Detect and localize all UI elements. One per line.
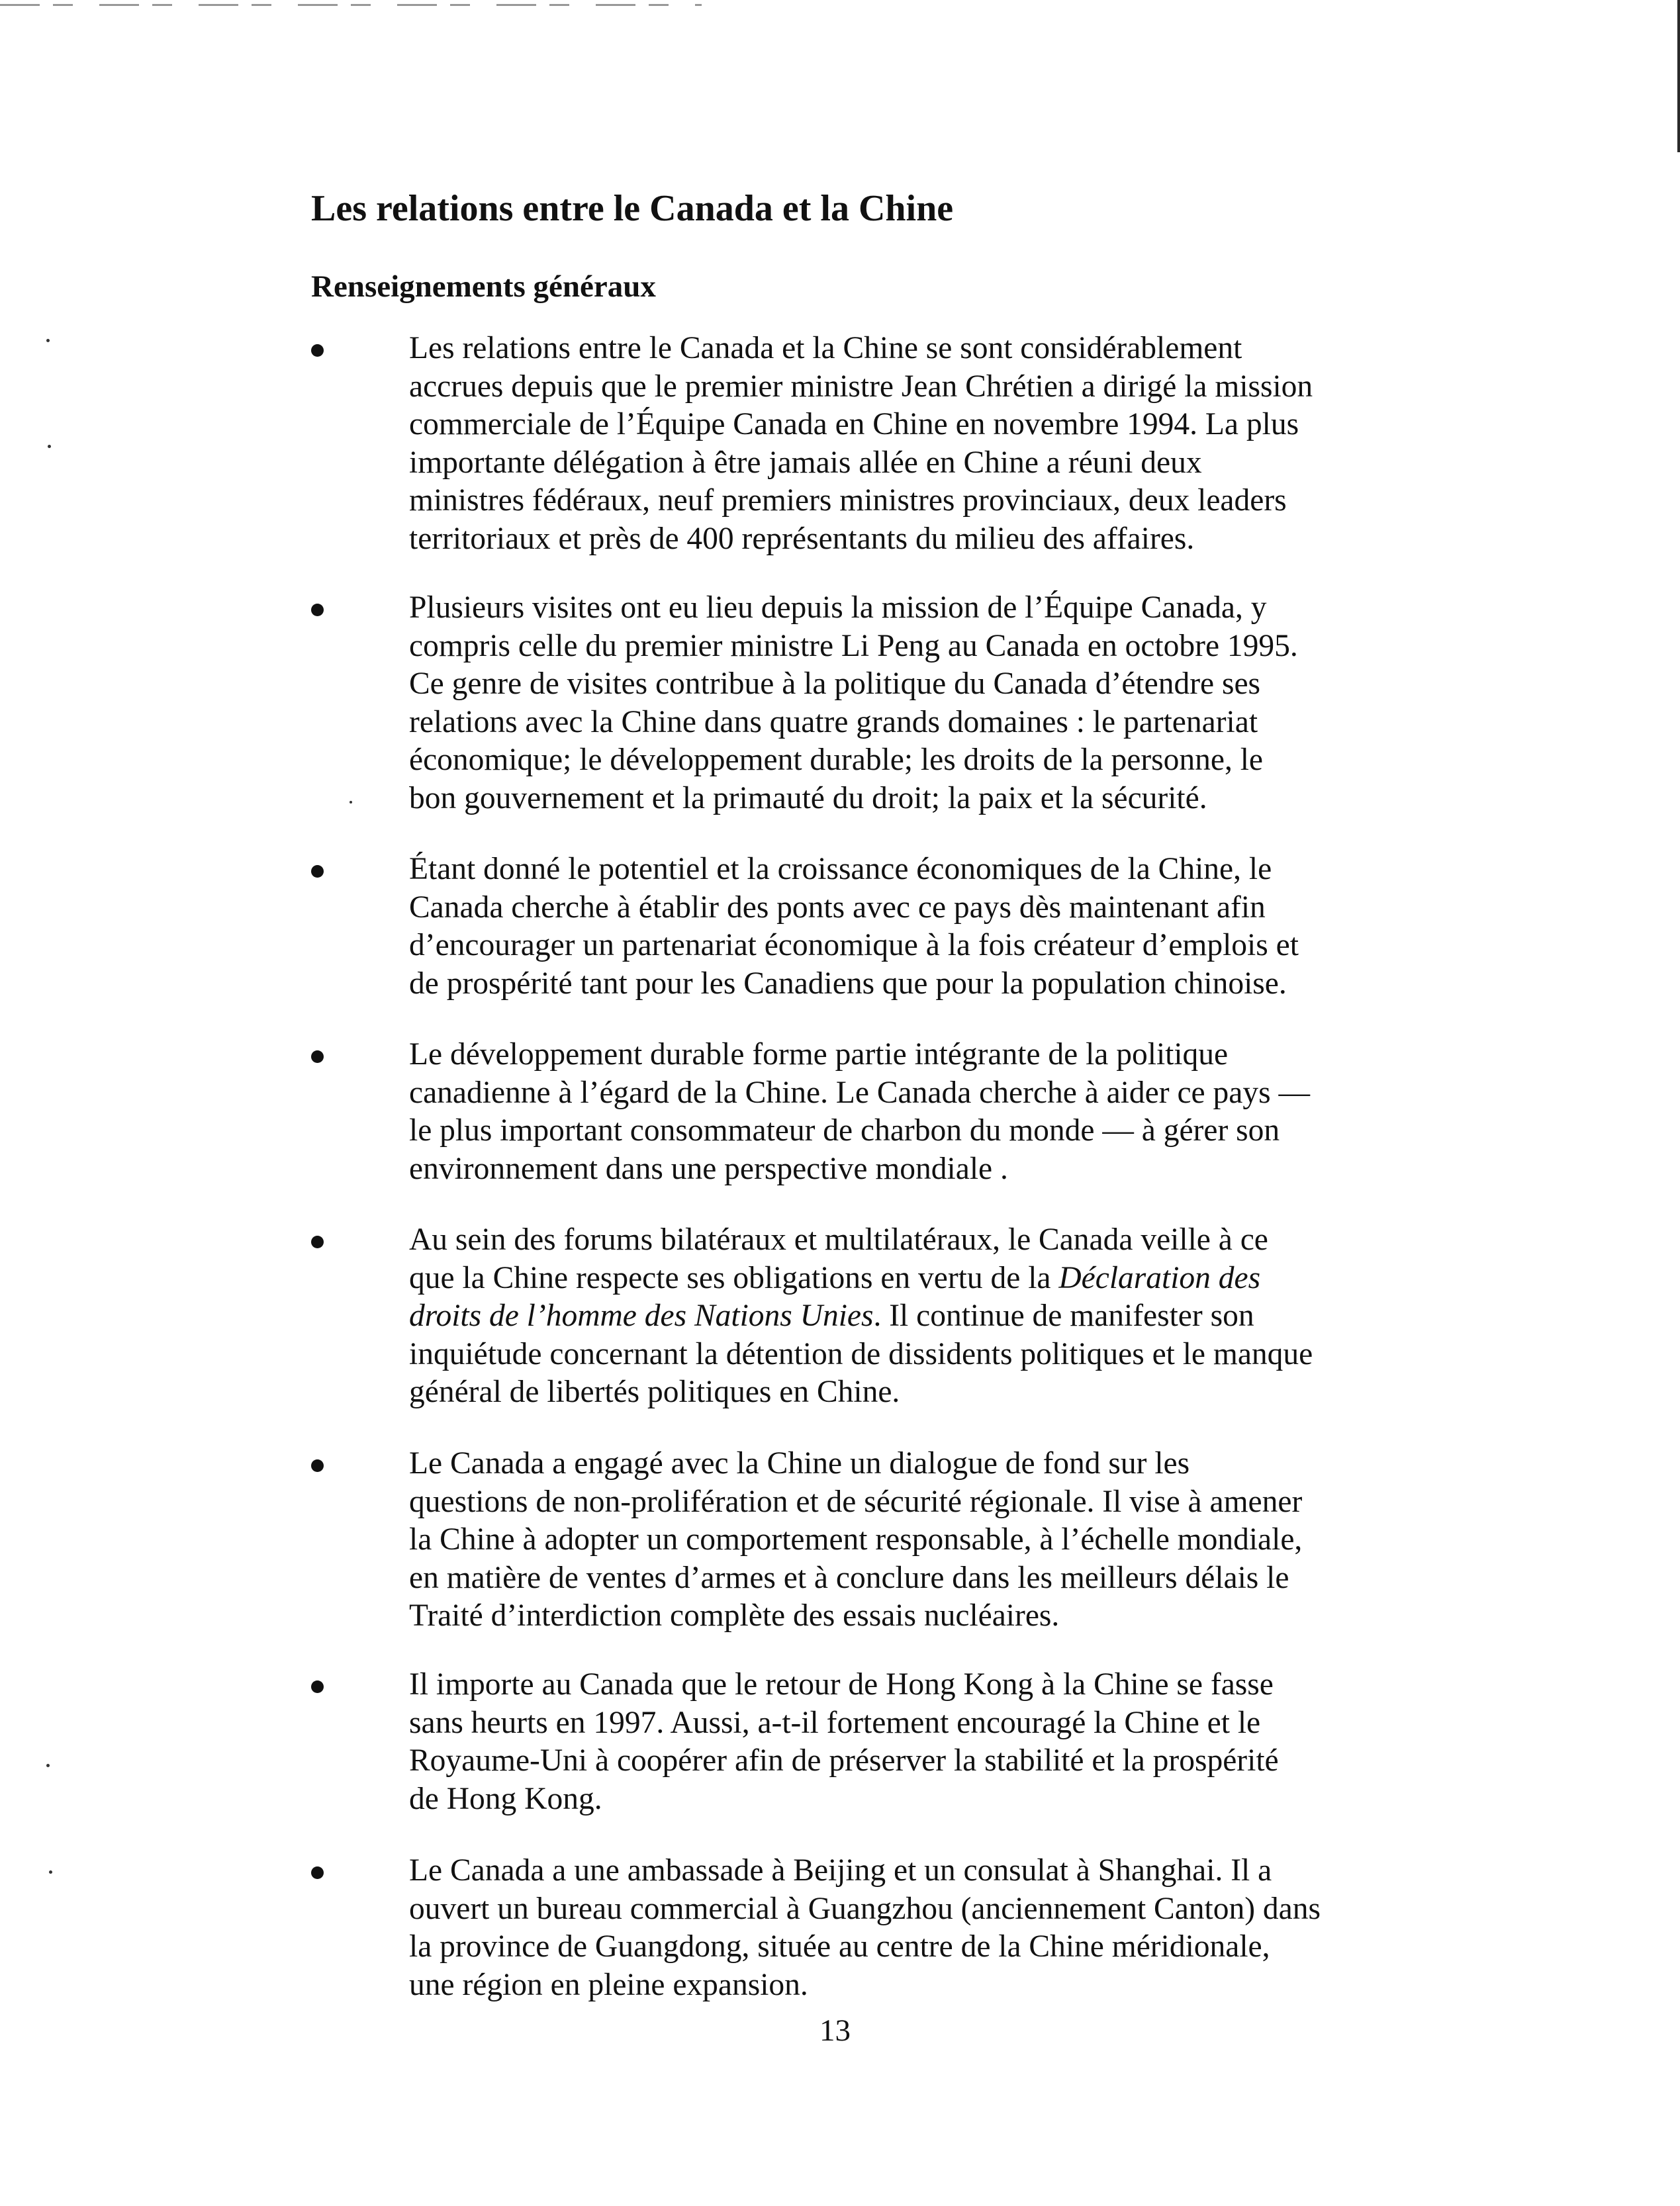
- bullet-text: Plusieurs visites ont eu lieu depuis la mission de l’Équipe Canada, y compris celle du premier ministre Li Peng au Canada en octobre 1995. Ce genre de visites contribue à la politique du Canada d’étendre ses relations avec la Chine dans quatre grands domaines : le partenariat économique; le développement durable; les droits de la personne, le bon gouvernement et la primauté du droit; la paix et la sécurité.: [409, 590, 1298, 815]
- bullet-icon: [311, 1050, 324, 1063]
- bullet-text: Les relations entre le Canada et la Chine se sont considérablement accrues depuis que le premier ministre Jean Chrétien a dirigé la mission commerciale de l’Équipe Canada en Chine en novembre 1994. La plus importante délégation à être jamais allée en Chine a réuni deux ministres fédéraux, neuf premiers ministres provinciaux, deux leaders territoriaux et près de 400 représentants du milieu des affaires.: [409, 331, 1313, 556]
- page-number: 13: [819, 2013, 851, 2048]
- declaration-title: Déclaration des droits de l’homme des Nations Unies: [409, 1260, 1261, 1333]
- scan-artifact-right-edge: [1677, 0, 1680, 152]
- bullet-icon: [311, 1866, 324, 1879]
- bullet-icon: [311, 604, 324, 616]
- scan-speck: [46, 1764, 50, 1767]
- scan-speck: [350, 801, 352, 804]
- bullet-icon: [311, 344, 324, 357]
- scan-artifact-top-line: [0, 4, 702, 6]
- bullet-text: Le Canada a engagé avec la Chine un dialogue de fond sur les questions de non-prolifération et de sécurité régionale. Il vise à amener la Chine à adopter un comportement responsable, à l’échelle mondiale, en matière de ventes d’armes et à conclure dans les meilleurs délais le Traité d’interdiction complète des essais nucléaires.: [409, 1446, 1303, 1633]
- bullet-icon: [311, 1459, 324, 1472]
- bullet-text: Il importe au Canada que le retour de Hong Kong à la Chine se fasse sans heurts en 1997. Aussi, a-t-il fortement encouragé la Chine et le Royaume-Uni à coopérer afin de préserver la stabilité et la prospérité de Hong Kong.: [409, 1667, 1279, 1816]
- scan-speck: [49, 1870, 52, 1874]
- section-heading: Renseignements généraux: [311, 269, 656, 304]
- bullet-text: Étant donné le potentiel et la croissance économiques de la Chine, le Canada cherche à établir des ponts avec ce pays dès maintenant afin d’encourager un partenariat économique à la fois créateur d’emplois et de prospérité tant pour les Canadiens que pour la population chinoise.: [409, 852, 1299, 1001]
- scan-speck: [46, 339, 50, 342]
- bullet-icon: [311, 865, 324, 878]
- scan-speck: [48, 445, 51, 448]
- page-title: Les relations entre le Canada et la Chine: [311, 188, 954, 229]
- bullet-text: Le développement durable forme partie intégrante de la politique canadienne à l’égard de la Chine. Le Canada cherche à aider ce pays — le plus important consommateur de charbon du monde — à gérer son environnement dans une perspective mondiale .: [409, 1037, 1310, 1186]
- bullet-text: [409, 1221, 1409, 1412]
- bullet-text: Le Canada a une ambassade à Beijing et un consulat à Shanghai. Il a ouvert un bureau commercial à Guangzhou (anciennement Canton) dans la province de Guangdong, située au centre de la Chine méridionale, une région en pleine expansion.: [409, 1853, 1321, 2002]
- bullet-text-part: . Il continue de manifester son inquiétude concernant la détention de dissidents politiques et le manque général de libertés politiques en Chine.: [409, 1299, 1313, 1409]
- bullet-text-part: Au sein des forums bilatéraux et multilatéraux, le Canada veille à ce que la Chine respecte ses obligations en vertu de la: [409, 1222, 1268, 1295]
- bullet-icon: [311, 1680, 324, 1693]
- bullet-icon: [311, 1236, 324, 1248]
